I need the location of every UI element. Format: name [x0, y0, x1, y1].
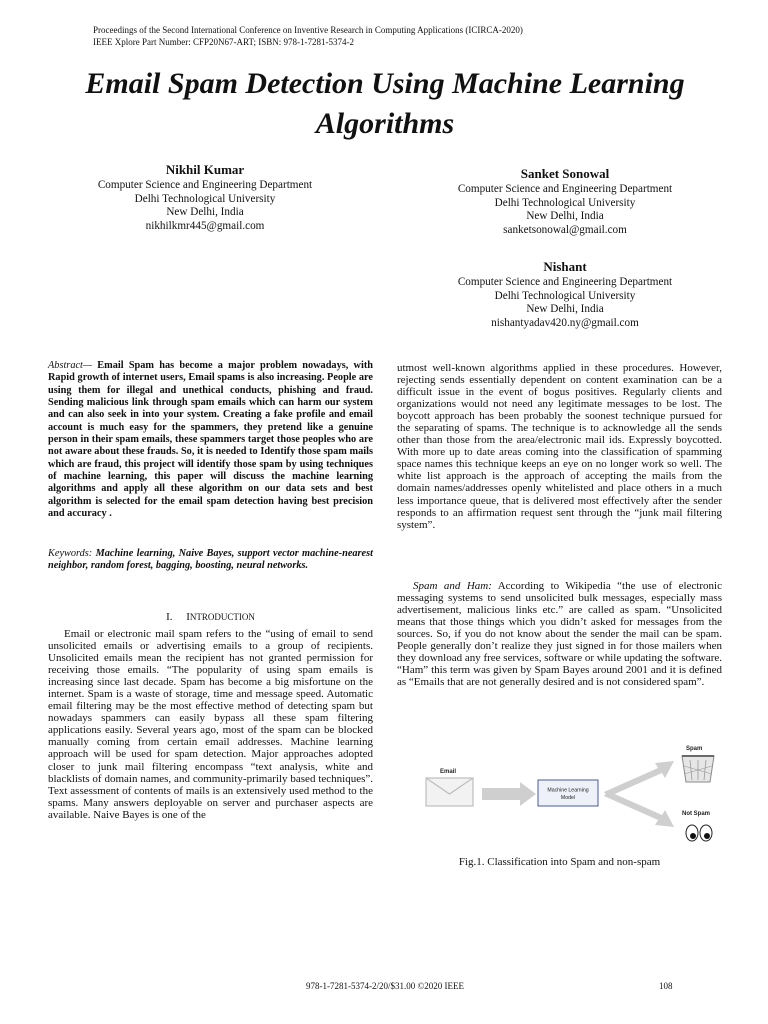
eyes-icon — [686, 825, 712, 841]
keywords-lead: Keywords: — [48, 548, 93, 559]
page-number: 108 — [659, 981, 673, 991]
abstract-text: Email Spam has become a major problem nowadays, with Rapid growth of internet users, Email spams is also increasing. People are using them for illegal and unethical conducts, phishing and fraud. Sending malicious link through spam emails which can harm our system and can also seek in into your system. Creating a fake profile and email account is much easy for the spammers, they pretend like a genuine person in their spam emails, these spammers target those peoples who are not aware about these frauds. So, it is needed to Identify those spam mails which are fraud, this project will identify those spam by using techniques of machine learning, this paper will discuss the machine learning algorithms and apply all these algorithm on our data sets and best algorithm is selected for the email spam detection having best precision and accuracy . — [48, 360, 373, 520]
author-univ: Delhi Technological University — [134, 192, 276, 205]
author-name: Nikhil Kumar — [165, 162, 245, 177]
author-city: New Delhi, India — [526, 210, 604, 222]
footer-copyright: 978-1-7281-5374-2/20/$31.00 ©2020 IEEE — [305, 981, 465, 991]
author-email: sanketsonowal@gmail.com — [503, 223, 627, 236]
author-dept: Computer Science and Engineering Department — [457, 276, 673, 288]
section-first-letter: I — [186, 611, 190, 623]
arrow-to-notspam-icon — [604, 791, 674, 827]
intro-paragraph: Email or electronic mail spam refers to the “using of email to send unsolicited emails or advertising emails to a group of recipients. Unsolicited emails mean the recipient has not granted permission for receiving those emails. “The popularity of using spam emails is increasing since last decade. Spam has become a big misfortune on the internet. Spam is a waste of storage, time and message speed. Automatic email filtering may be the most effective method of detecting spam but nowadays spammers can easily bypass all these spam filtering applications easily. Several years ago, most of the spam can be blocked manually coming from certain email addresses. Machine learning approach will be used for spam detection. Major approaches adopted closer to junk mail filtering encompass “text analysis, white and blacklists of domain names, and community-primarily based techniques”. Text assessment of contents of mails is an extensively used method to the spams. Many answers deployable on server and purchaser aspects are available. Naive Bayes is one of the — [48, 628, 373, 821]
right-paragraph-1: utmost well-known algorithms applied in these procedures. However, rejecting sends essentially dependent on content examination can be a difficult issue in the event of bogus positives. Regularly clients and organizations would not need any legitimate messages to be lost. The boycott approach has been probably the soonest technique pursued for the separating of spams. The technique is to acknowledge all the sends other than those from the area/electronic mail ids. Expressly boycotted. With more up to date areas coming into the classification of spamming space names this technique keeps an eye on no longer work so well. The white list approach is the approach of accepting the mails from the domain names/addresses openly whitelisted and place others in a much less importance queue, that is delivered most effectively after the sender responds to an affirmation request sent through the “junk mail filtering system”. — [397, 362, 722, 531]
spam-and-ham-paragraph — [397, 580, 722, 688]
abstract-lead: Abstract— — [48, 360, 93, 371]
paper-title: Email Spam Detection Using Machine Learning Algorithms — [85, 67, 685, 140]
author-name: Nishant — [543, 259, 587, 274]
author-city: New Delhi, India — [166, 206, 244, 218]
author-univ: Delhi Technological University — [494, 196, 636, 209]
author-univ: Delhi Technological University — [494, 289, 636, 302]
keywords — [48, 548, 373, 573]
author-city: New Delhi, India — [526, 303, 604, 315]
ml-model-label-line2: Model — [560, 795, 576, 801]
section-title-rest: NTRODUCTION — [189, 612, 255, 622]
author-email: nishantyadav420.ny@gmail.com — [491, 316, 639, 329]
keywords-text: Machine learning, Naive Bayes, support vector machine-nearest neighbor, random forest, bagging, boosting, neural networks. — [48, 548, 373, 572]
figure-caption: Fig.1. Classification into Spam and non-spam — [458, 856, 661, 868]
classification-figure — [420, 738, 722, 850]
author-dept: Computer Science and Engineering Department — [457, 183, 673, 195]
author-dept: Computer Science and Engineering Department — [97, 179, 313, 191]
spam-ham-lead: Spam and Ham: — [413, 580, 492, 592]
abstract — [48, 360, 373, 520]
spam-label: Spam — [686, 746, 703, 752]
arrow-to-model-icon — [482, 782, 536, 806]
ml-model-label-line1: Machine Learning — [547, 787, 589, 794]
isbn-header: IEEE Xplore Part Number: CFP20N67-ART; ISBN: 978-1-7281-5374-2 — [93, 37, 354, 47]
author-email: nikhilkmr445@gmail.com — [145, 219, 265, 232]
email-label: Email — [440, 769, 457, 775]
author-name: Sanket Sonowal — [520, 166, 610, 181]
section-heading-introduction — [48, 611, 373, 623]
author-block-2 — [420, 165, 710, 237]
arrow-to-spam-icon — [604, 761, 674, 797]
author-block-1 — [60, 161, 350, 233]
spam-ham-text: According to Wikipedia “the use of electronic messaging systems to send unsolicited bulk messages, especially mass advertisement, malicious links etc.” are called as spam. “Unsolicited means that those things which you didn’t asked for messages from the sources. So, if you do not know about the sender the mail can be spam. People generally don’t realize they just signed in for those mailers when they download any free services, software or while updating the software. “Ham” this term was given by Spam Bayes around 2001 and it is defined as “Emails that are not generally desired and is not considered spam”. — [397, 580, 722, 689]
trash-bin-icon — [682, 756, 714, 782]
envelope-icon — [426, 778, 473, 806]
section-number: I. — [166, 611, 173, 623]
author-block-3 — [420, 258, 710, 330]
conference-header: Proceedings of the Second International Conference on Inventive Research in Computing Applications (ICIRCA-2020) — [93, 25, 523, 35]
not-spam-label: Not Spam — [682, 811, 711, 817]
